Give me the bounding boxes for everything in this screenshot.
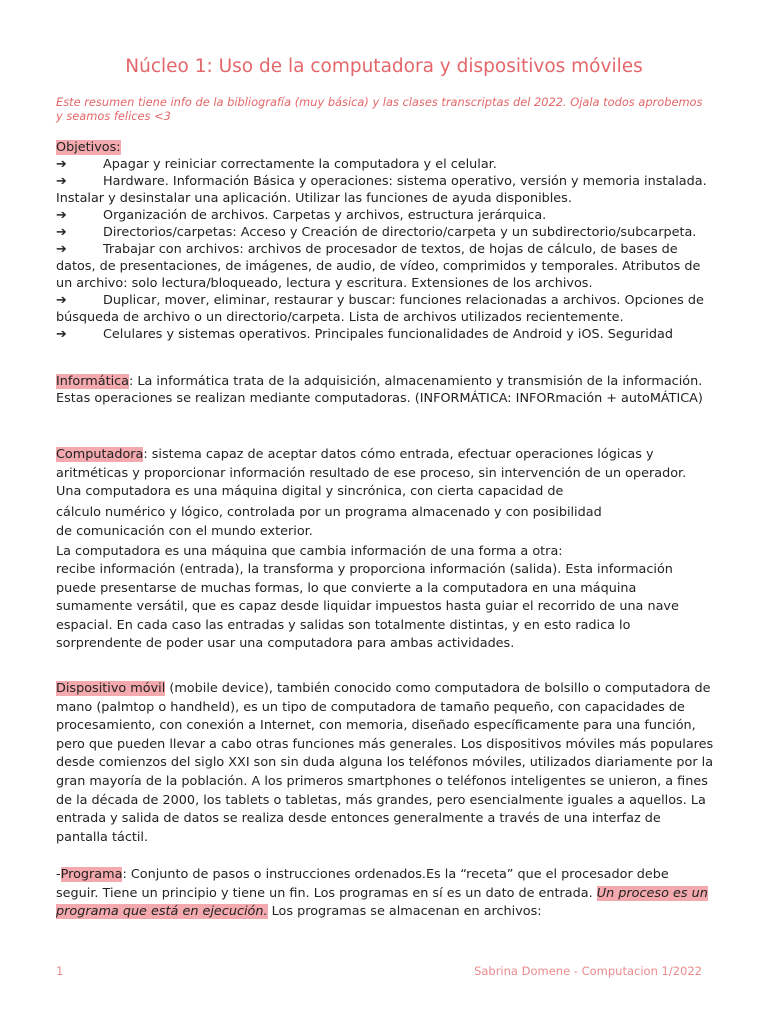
programa-prefix: - [56, 867, 61, 882]
computadora-line: La computadora es una máquina que cambia información de una forma a otra: [56, 543, 563, 559]
objetivos-list [56, 156, 714, 343]
arrow-icon: ➔ [56, 293, 67, 308]
objetivos-item [56, 292, 714, 326]
informatica-text: : La informática trata de la adquisición, almacenamiento y transmisión de la información. Estas operaciones se realizan mediante computadoras. (INFORMÁTICA: INFORmación + autoMÁTICA) [56, 374, 703, 406]
dispositivo-paragraph [56, 680, 714, 847]
programa-text-end: Los programas se almacenan en archivos: [267, 904, 542, 920]
informatica-paragraph [56, 373, 714, 407]
objetivos-item-text: Duplicar, mover, eliminar, restaurar y buscar: funciones relacionadas a archivos. Opciones de búsqueda de archivo o un directorio/carpeta. Lista de archivos utilizados recientemente. [56, 293, 704, 325]
programa-term: Programa [60, 867, 123, 882]
computadora-term: Computadora [56, 447, 144, 462]
computadora-line: cálculo numérico y lógico, controlada por un programa almacenado y con posibilidad [56, 504, 602, 520]
programa-text: : Conjunto de pasos o instrucciones ordenados.Es la “receta” que el procesador debe seguir. Tiene un principio y tiene un fin. Los programas en sí es un dato de entrada. [56, 867, 669, 901]
computadora-text: : sistema capaz de aceptar datos cómo entrada, efectuar operaciones lógicas y aritméticas y proporcionar información resultado de ese proceso, sin intervención de un operador. Una computadora es una máquina digital y sincrónica, con cierta capacidad de [56, 447, 687, 499]
objetivos-section [56, 139, 714, 343]
objetivos-item [56, 156, 714, 173]
objetivos-heading: Objetivos: [56, 140, 121, 155]
objetivos-item-text: Trabajar con archivos: archivos de procesador de textos, de hojas de cálculo, de bases de datos, de presentaciones, de imágenes, de audio, de vídeo, comprimidos y temporales. Atributos de un archivo: solo lectura/bloqueado, lectura y escritura. Extensiones de los archivos. [56, 242, 701, 291]
objetivos-item [56, 241, 714, 292]
footer-author: Sabrina Domene - Computacion 1/2022 [474, 964, 702, 978]
arrow-icon: ➔ [56, 327, 67, 342]
objetivos-item [56, 173, 714, 207]
objetivos-item [56, 326, 714, 343]
computadora-paragraph [56, 446, 714, 654]
page-number: 1 [56, 964, 64, 978]
programa-paragraph [56, 866, 714, 922]
objetivos-item [56, 207, 714, 224]
objetivos-item [56, 224, 714, 241]
objetivos-item-text: Directorios/carpetas: Acceso y Creación de directorio/carpeta y un subdirectorio/subcarpeta. [103, 225, 697, 240]
arrow-icon: ➔ [56, 208, 67, 223]
informatica-term: Informática [56, 374, 130, 389]
dispositivo-term: Dispositivo móvil [56, 681, 166, 696]
computadora-text: recibe información (entrada), la transforma y proporciona información (salida). Esta información puede presentarse de muchas formas, lo que convierte a la computadora en una máquina sumamente versátil, que es capaz desde liquidar impuestos hasta guiar el recorrido de una nave espacial. En cada caso las entradas y salidas son totalmente distintas, y en esto radica lo sorprendente de poder usar una computadora para ambas actividades. [56, 562, 679, 651]
objetivos-item-text: Apagar y reiniciar correctamente la computadora y el celular. [103, 157, 497, 172]
objetivos-item-text: Organización de archivos. Carpetas y archivos, estructura jerárquica. [103, 208, 547, 223]
arrow-icon: ➔ [56, 225, 67, 240]
arrow-icon: ➔ [56, 174, 67, 189]
intro-note: Este resumen tiene info de la bibliografía (muy básica) y las clases transcriptas del 2022. Ojala todos aprobemos y seamos felices <3 [56, 95, 703, 123]
objetivos-item-text: Hardware. Información Básica y operaciones: sistema operativo, versión y memoria instalada. Instalar y desinstalar una aplicación. Utilizar las funciones de ayuda disponibles. [56, 174, 707, 206]
arrow-icon: ➔ [56, 242, 67, 257]
page-title: Núcleo 1: Uso de la computadora y dispositivos móviles [125, 56, 643, 77]
dispositivo-text: (mobile device), también conocido como computadora de bolsillo o computadora de mano (palmtop o handheld), es un tipo de computadora de tamaño pequeño, con capacidades de procesamiento, con conexión a Internet, con memoria, diseñado específicamente para una función, pero que pueden llevar a cabo otras funciones más generales. Los dispositivos móviles más populares desde comienzos del siglo XXI son sin duda alguna los teléfonos móviles, utilizados diariamente por la gran mayoría de la población. A los primeros smartphones o teléfonos inteligentes se unieron, a fines de la década de 2000, los tablets o tabletas, más grandes, pero esencialmente iguales a aquellos. La entrada y salida de datos se realiza desde entonces generalmente a través de una interfaz de pantalla táctil. [56, 681, 714, 845]
arrow-icon: ➔ [56, 157, 67, 172]
programa-highlight: Un proceso es un programa que está en ejecución. [56, 885, 708, 920]
objetivos-item-text: Celulares y sistemas operativos. Principales funcionalidades de Android y iOS. Seguridad [103, 327, 673, 342]
computadora-line: de comunicación con el mundo exterior. [56, 524, 313, 539]
